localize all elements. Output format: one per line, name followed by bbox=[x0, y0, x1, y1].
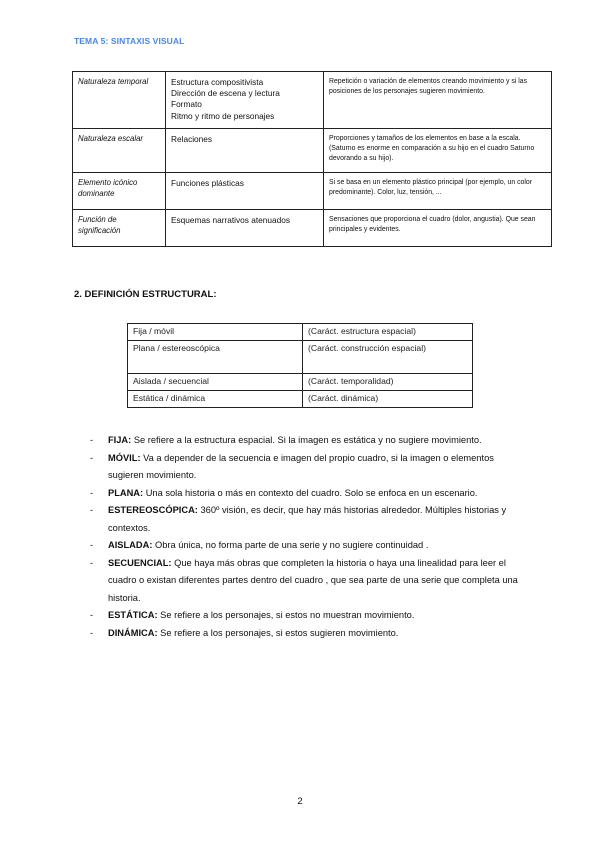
definition-term: FIJA: bbox=[108, 435, 132, 445]
definition-term: ESTÁTICA: bbox=[108, 610, 158, 620]
row-items bbox=[166, 173, 324, 210]
table-row bbox=[73, 129, 552, 173]
row-category: Función de significación bbox=[73, 210, 166, 247]
list-item: - FIJA: Se refiere a la estructura espacial. Si la imagen es estática y no sugiere movimiento. bbox=[90, 435, 482, 445]
row-description: Si se basa en un elemento plástico principal (por ejemplo, un color predominante). Color, luz, tensión, ... bbox=[324, 173, 552, 210]
row-category: Naturaleza escalar bbox=[73, 129, 166, 173]
cell-left: Fija / móvil bbox=[128, 324, 303, 341]
row-items bbox=[166, 210, 324, 247]
definition-text: Obra única, no forma parte de una serie y no sugiere continuidad . bbox=[152, 540, 429, 550]
syntax-table bbox=[72, 71, 552, 247]
definition-term: PLANA: bbox=[108, 487, 144, 498]
definition-text: Se refiere a la estructura espacial. Si la imagen es estática y no sugiere movimiento. bbox=[131, 435, 482, 445]
definition-term: MÓVIL: bbox=[108, 452, 141, 463]
table-row bbox=[73, 210, 552, 247]
table-row bbox=[128, 391, 473, 408]
cell-right: (Caráct. temporalidad) bbox=[303, 374, 473, 391]
row-description: Proporciones y tamaños de los elementos en base a la escala. (Saturno es enorme en comparación a su hijo en el cuadro Saturno devorando a su hijo). bbox=[324, 129, 552, 173]
cell-left: Estática / dinámica bbox=[128, 391, 303, 408]
list-item: - DINÁMICA: Se refiere a los personajes, si estos sugieren movimiento. bbox=[90, 627, 399, 638]
row-category: Elemento icónico dominante bbox=[73, 173, 166, 210]
table-row bbox=[128, 341, 473, 374]
definition-term: SECUENCIAL: bbox=[108, 557, 172, 568]
page-number: 2 bbox=[297, 796, 303, 807]
definition-text: 360º visión, es decir, que hay más historias alrededor. Múltiples historias y contextos. bbox=[108, 505, 507, 533]
definition-text: Que haya más obras que completen la historia o haya una linealidad para leer el cuadro o existan diferentes partes dentro del cuadro , que sea parte de una serie que completa una historia. bbox=[108, 557, 518, 603]
table-row bbox=[73, 72, 552, 129]
row-description: Repetición o variación de elementos creando movimiento y si las posiciones de los personajes sugieren movimiento. bbox=[324, 72, 552, 129]
table-row bbox=[128, 374, 473, 391]
cell-right: (Caráct. dinámica) bbox=[303, 391, 473, 408]
definition-term: ESTEREOSCÓPICA: bbox=[108, 505, 198, 515]
row-item: Relaciones bbox=[171, 134, 213, 144]
table-row bbox=[73, 173, 552, 210]
definition-text: Se refiere a los personajes, si estos sugieren movimiento. bbox=[157, 627, 399, 638]
definitions-list bbox=[90, 432, 530, 642]
row-item: Estructura compositivista bbox=[171, 77, 264, 87]
list-item: - MÓVIL: Va a depender de la secuencia e imagen del propio cuadro, si la imagen o elementos sugieren movimiento. bbox=[90, 452, 494, 480]
cell-left: Aislada / secuencial bbox=[128, 374, 303, 391]
definition-text: Una sola historia o más en contexto del cuadro. Solo se enfoca en un escenario. bbox=[143, 487, 478, 498]
row-item: Formato bbox=[171, 99, 202, 110]
row-item: Dirección de escena y lectura bbox=[171, 88, 280, 99]
list-item: - SECUENCIAL: Que haya más obras que completen la historia o haya una linealidad para leer el cuadro o existan diferentes partes dentro del cuadro , que sea parte de una serie que completa una historia. bbox=[90, 557, 518, 603]
list-item: - PLANA: Una sola historia o más en contexto del cuadro. Solo se enfoca en un escenario. bbox=[90, 487, 478, 498]
row-items bbox=[166, 129, 324, 173]
row-description: Sensaciones que proporciona el cuadro (dolor, angustia). Que sean principales y evidentes. bbox=[324, 210, 552, 247]
section-title: 2. DEFINICIÓN ESTRUCTURAL: bbox=[74, 289, 217, 300]
structural-table bbox=[127, 323, 473, 408]
row-item: Ritmo y ritmo de personajes bbox=[171, 110, 275, 121]
row-item: Funciones plásticas bbox=[171, 178, 244, 188]
list-item: - AISLADA: Obra única, no forma parte de una serie y no sugiere continuidad . bbox=[90, 540, 429, 550]
definition-text: Va a depender de la secuencia e imagen del propio cuadro, si la imagen o elementos sugieren movimiento. bbox=[108, 452, 494, 480]
cell-right: (Caráct. estructura espacial) bbox=[303, 324, 473, 341]
definition-term: AISLADA: bbox=[108, 540, 153, 550]
page-header: TEMA 5: SINTAXIS VISUAL bbox=[74, 36, 185, 46]
row-items bbox=[166, 72, 324, 129]
definition-text: Se refiere a los personajes, si estos no muestran movimiento. bbox=[157, 610, 415, 620]
row-item: Esquemas narrativos atenuados bbox=[171, 215, 290, 225]
list-item: - ESTEREOSCÓPICA: 360º visión, es decir, que hay más historias alrededor. Múltiples historias y contextos. bbox=[90, 505, 507, 533]
table-row bbox=[128, 324, 473, 341]
cell-right: (Caráct. construcción espacial) bbox=[303, 341, 473, 374]
definition-term: DINÁMICA: bbox=[108, 627, 158, 638]
cell-left: Plana / estereoscópica bbox=[128, 341, 303, 374]
row-category: Naturaleza temporal bbox=[73, 72, 166, 129]
list-item: - ESTÁTICA: Se refiere a los personajes, si estos no muestran movimiento. bbox=[90, 610, 415, 620]
